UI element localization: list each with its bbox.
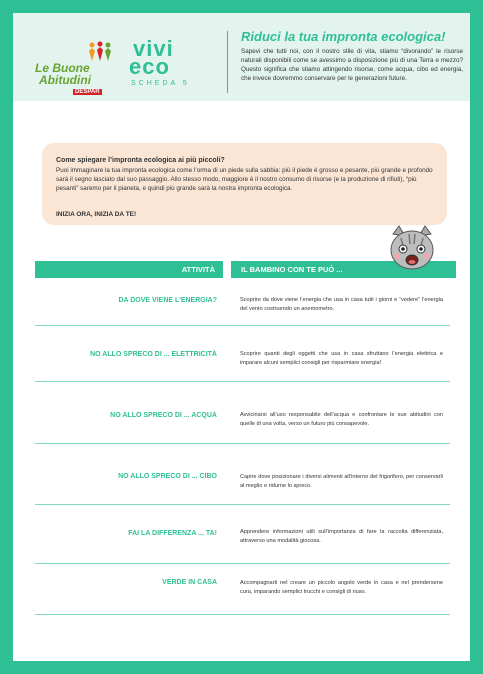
activity-description: Apprendere informazioni utili sull’importanza di fare la raccolta differenziata, attraverso una modalità giocosa. <box>240 529 443 544</box>
people-figures-icon <box>87 41 113 63</box>
column-header-child-label: IL BAMBINO CON TE PUÒ ... <box>241 265 343 274</box>
activity-description: Scoprire da dove viene l’energia che usa in casa tutti i giorni e “vedere” l’energia del vento costruendo un anemometro. <box>240 297 443 312</box>
row-divider <box>35 325 450 326</box>
activity-title: VERDE IN CASA <box>162 579 217 586</box>
page-title: Riduci la tua impronta ecologica! <box>241 29 446 44</box>
activity-title: NO ALLO SPRECO DI ... ACQUA <box>110 412 217 419</box>
activity-description: Avvicinarsi all’uso responsabile dell’acqua e confrontare le sue abitudini con quelle di una volta, verso un futuro più consapevole. <box>240 412 443 427</box>
le-buone-abitudini-logo <box>35 41 115 97</box>
explanation-question: Come spiegare l’impronta ecologica ai più piccoli? <box>56 157 225 164</box>
activity-description: Scoprire quanti degli oggetti che usa in casa sfruttano l’energia elettrica e imparare alcuni semplici consigli per risparmiare energia! <box>240 351 443 366</box>
scheda-number: SCHEDA 5 <box>131 80 190 87</box>
row-divider <box>35 381 450 382</box>
row-divider <box>35 614 450 615</box>
activity-description: Capire dove posizionare i diversi alimenti all’interno del frigorifero, per conservarli al meglio e ridurne lo spreco. <box>240 474 443 489</box>
row-divider <box>35 563 450 564</box>
activity-title: NO ALLO SPRECO DI ... ELETTRICITÀ <box>90 351 217 358</box>
activity-title: DA DOVE VIENE L’ENERGIA? <box>118 297 217 304</box>
call-to-action: INIZIA ORA, INIZIA DA TE! <box>56 211 137 218</box>
despar-badge: DESPAR <box>75 89 100 95</box>
worksheet-page <box>13 13 470 661</box>
vivi-eco-logo-line1: vivi <box>133 36 174 61</box>
vivi-eco-logo-line2: eco <box>129 54 170 79</box>
row-divider <box>35 504 450 505</box>
logo-text-line2: Abitudini <box>39 73 91 87</box>
explanation-box <box>42 143 447 225</box>
activity-description: Accompagnarti nel creare un piccolo angolo verde in casa e nel prendersene cura, imparando semplici trucchi e consigli di riuso. <box>240 580 443 595</box>
column-header-activity-label: ATTIVITÀ <box>181 265 215 274</box>
logo-text-line1: Le Buone <box>35 61 90 75</box>
activity-title: FAI LA DIFFERENZA ... TA! <box>128 530 217 537</box>
cat-mascot-icon <box>387 224 437 272</box>
explanation-paragraph: Puoi immaginare la tua impronta ecologica come l’orma di un piede sulla sabbia: più il piede è grosso e pesante, più grande e profondo sarà il segno lasciato dal suo passaggio. Allo stesso modo, maggiore è il nostro consumo di risorse (e la produzione di rifiuti), “più pesanti” saremo per il pianeta, e quindi più grande sarà la nostra impronta ecologica. <box>56 167 433 192</box>
column-header-activity <box>35 261 223 278</box>
header-divider <box>227 31 228 93</box>
row-divider <box>35 443 450 444</box>
activity-title: NO ALLO SPRECO DI ... CIBO <box>118 473 217 480</box>
intro-paragraph: Sapevi che tutti noi, con il nostro stile di vita, stiamo “divorando” le risorse naturali disponibili come se avessimo a disposizione più di una Terra e mezzo? Questo significa che stiamo attingendo risorse, come acqua, cibo ed energia, che invece dovremmo conservare per le generazioni future. <box>241 48 463 82</box>
header <box>13 13 470 101</box>
